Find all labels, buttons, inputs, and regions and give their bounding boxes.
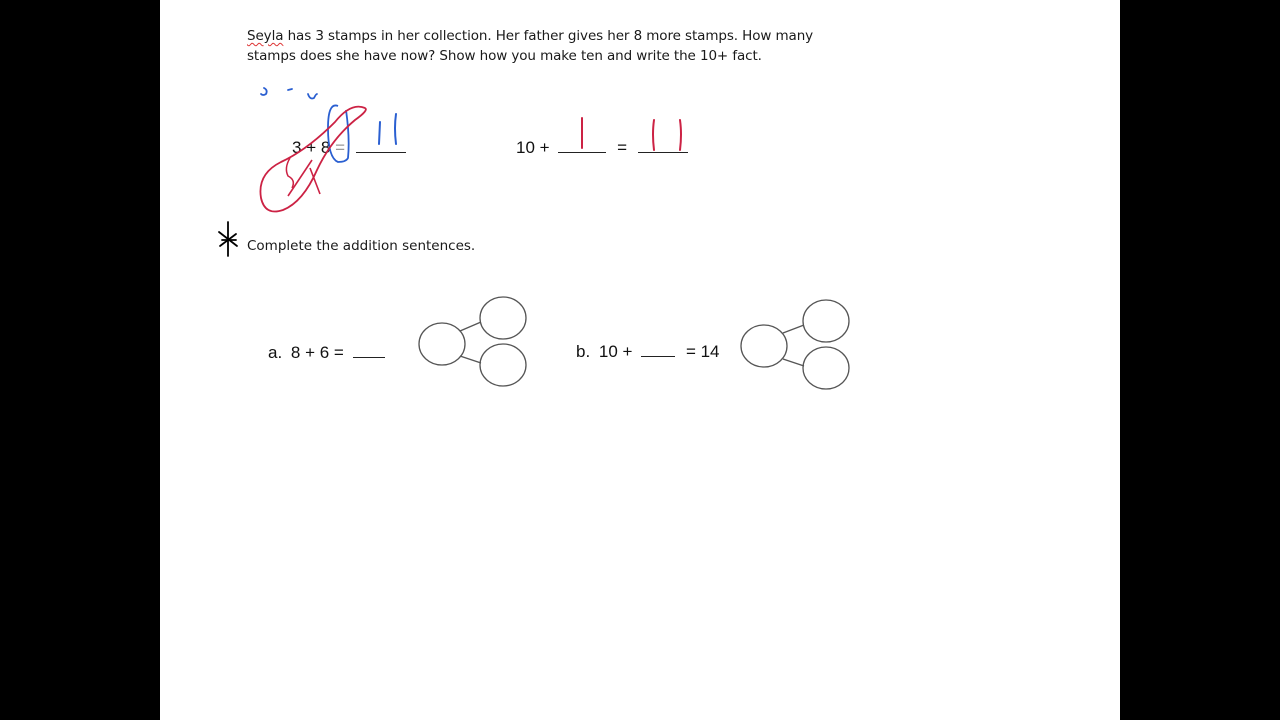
part-b-answer-blank[interactable] xyxy=(641,338,675,357)
eq1-addend-a: 3 xyxy=(292,138,302,157)
eq2-addend-blank[interactable] xyxy=(558,134,606,153)
blue-tick-marks xyxy=(261,88,317,99)
part-b-prefix: 10 + xyxy=(598,342,633,361)
part-b-label: b. xyxy=(576,342,591,361)
eq1-addend-b: 8 xyxy=(320,138,331,157)
worksheet-page xyxy=(160,0,1120,720)
problem-line-1 xyxy=(247,26,887,46)
red-loop xyxy=(260,107,365,212)
eq2-plus: + xyxy=(539,138,550,157)
eq1-equals: = xyxy=(335,138,346,157)
red-x-mark xyxy=(288,160,320,196)
part-a-label: a. xyxy=(268,343,283,362)
eq1-answer-blank[interactable] xyxy=(356,134,406,153)
part-b-suffix: = 14 xyxy=(685,342,720,361)
eq2-answer-blank[interactable] xyxy=(638,134,688,153)
part-a-expression: 8 + 6 = xyxy=(290,343,344,362)
student-name: Seyla xyxy=(247,28,284,44)
red-scribble xyxy=(286,158,293,188)
problem-line-2: stamps does she have now? Show how you make ten and write the 10+ fact. xyxy=(247,48,762,64)
star-mark-icon xyxy=(219,222,237,256)
eq1-plus: + xyxy=(306,138,317,157)
equation-2 xyxy=(516,134,688,158)
word-problem xyxy=(247,26,887,66)
part-a-answer-blank[interactable] xyxy=(353,339,385,358)
equation-1 xyxy=(292,134,406,158)
eq2-base: 10 xyxy=(516,138,535,157)
number-bond-b xyxy=(741,300,849,389)
part-a xyxy=(268,339,385,363)
eq2-equals: = xyxy=(617,138,627,157)
part-b xyxy=(576,338,720,362)
instruction-text: Complete the addition sentences. xyxy=(247,238,476,254)
problem-line-1-rest: has 3 stamps in her collection. Her father gives her 8 more stamps. How many xyxy=(283,28,814,44)
number-bond-a xyxy=(419,297,526,386)
